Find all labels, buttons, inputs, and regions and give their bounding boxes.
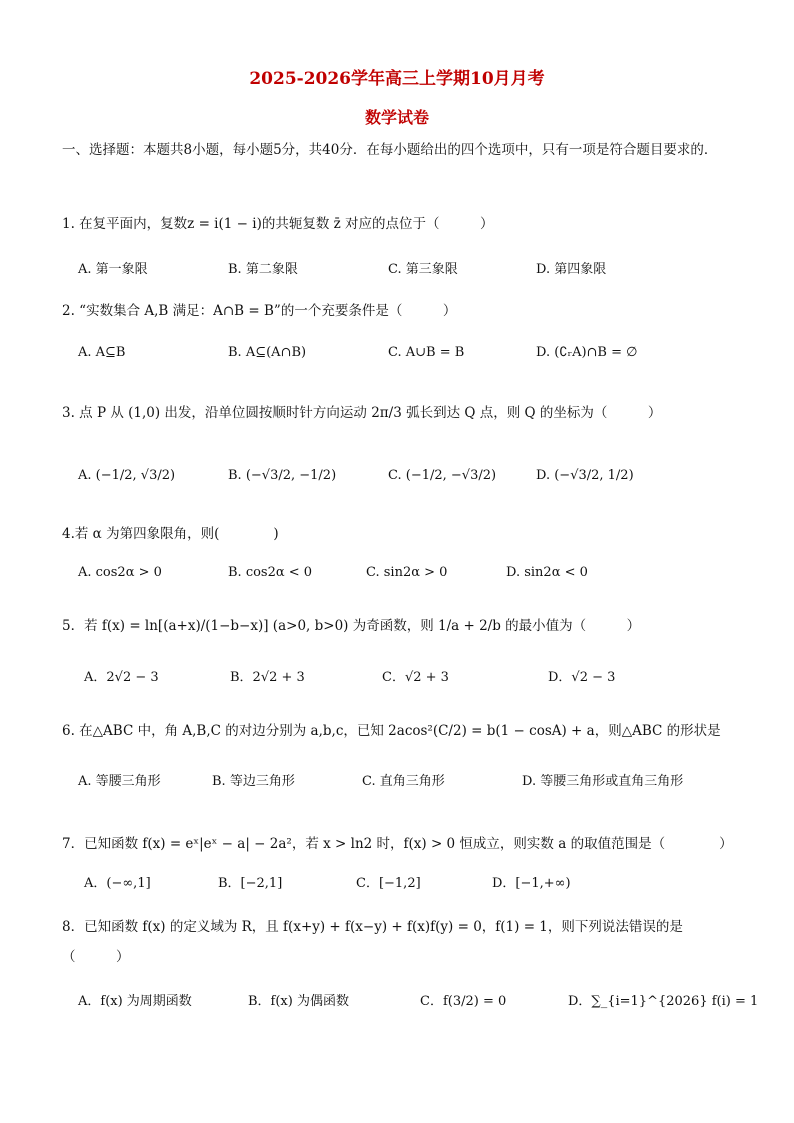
option-b: B．2√2 + 3 xyxy=(230,670,305,685)
option-b: B. (−√3/2, −1/2) xyxy=(228,468,337,483)
question-7-stem: 7．已知函数 f(x) = eˣ|eˣ − a| − 2a²，若 x > ln2 时，f(x) > 0 恒成立，则实数 a 的取值范围是（ ） xyxy=(62,836,733,852)
option-d: D. 等腰三角形或直角三角形 xyxy=(522,774,684,789)
option-c: C. 第三象限 xyxy=(388,262,458,277)
question-8-stem: 8．已知函数 f(x) 的定义域为 R，且 f(x+y) + f(x−y) + f(x)f(y) = 0，f(1) = 1，则下列说法错误的是（ ） xyxy=(62,919,683,965)
option-a: A．2√2 − 3 xyxy=(84,670,159,685)
option-a: A. (−1/2, √3/2) xyxy=(78,468,176,483)
option-b: B. 等边三角形 xyxy=(212,774,295,789)
option-b: B. cos2α < 0 xyxy=(228,565,313,580)
question-6-stem: 6. 在△ABC 中，角 A,B,C 的对边分别为 a,b,c，已知 2acos²(C/2) = b(1 − cosA) + a，则△ABC 的形状是 xyxy=(62,723,721,739)
option-d: D. sin2α < 0 xyxy=(506,565,588,580)
option-c: C．√2 + 3 xyxy=(382,670,449,685)
option-c: C. sin2α > 0 xyxy=(366,565,448,580)
question-4-stem: 4.若 α 为第四象限角，则( ) xyxy=(62,526,279,542)
option-b: B．f(x) 为偶函数 xyxy=(248,994,349,1009)
option-b: B．[−2,1] xyxy=(218,876,283,891)
option-d: D．[−1,+∞) xyxy=(492,876,571,891)
option-a: A．(−∞,1] xyxy=(84,876,151,891)
option-a: A. A⊆B xyxy=(78,345,126,360)
question-5-stem: 5．若 f(x) = ln[(a+x)/(1−b−x)] (a>0, b>0) 为奇函数，则 1/a + 2/b 的最小值为（ ） xyxy=(62,618,641,634)
section-intro: 一、选择题：本题共8小题，每小题5分，共40分．在每小题给出的四个选项中，只有一项是符合题目要求的． xyxy=(62,142,718,158)
option-d: D. (∁ᵣA)∩B = ∅ xyxy=(536,345,638,360)
option-c: C. (−1/2, −√3/2) xyxy=(388,468,497,483)
option-d: D. 第四象限 xyxy=(536,262,607,277)
option-c: C．f(3/2) = 0 xyxy=(420,994,507,1009)
exam-subtitle: 数学试卷 xyxy=(364,108,429,127)
option-d: D. (−√3/2, 1/2) xyxy=(536,468,634,483)
question-1-stem: 1. 在复平面内，复数z = i(1 − i)的共轭复数 z̄ 对应的点位于（ ） xyxy=(62,216,494,232)
option-b: B. A⊆(A∩B) xyxy=(228,345,307,360)
option-c: C. A∪B = B xyxy=(388,345,465,360)
exam-title: 2025-2026学年高三上学期10月月考 xyxy=(249,69,545,89)
option-d: D．√2 − 3 xyxy=(548,670,616,685)
option-a: A．f(x) 为周期函数 xyxy=(78,994,192,1009)
question-3-stem: 3. 点 P 从 (1,0) 出发，沿单位圆按顺时针方向运动 2π/3 弧长到达 Q 点，则 Q 的坐标为（ ） xyxy=(62,405,662,421)
option-a: A. 第一象限 xyxy=(78,262,148,277)
option-a: A. cos2α > 0 xyxy=(78,565,162,580)
option-a: A. 等腰三角形 xyxy=(78,774,161,789)
question-2-stem: 2. “实数集合 A,B 满足：A∩B = B”的一个充要条件是（ ） xyxy=(62,303,457,319)
option-d: D．∑_{i=1}^{2026} f(i) = 1 xyxy=(568,994,759,1009)
option-c: C．[−1,2] xyxy=(356,876,421,891)
option-b: B. 第二象限 xyxy=(228,262,298,277)
option-c: C. 直角三角形 xyxy=(362,774,445,789)
